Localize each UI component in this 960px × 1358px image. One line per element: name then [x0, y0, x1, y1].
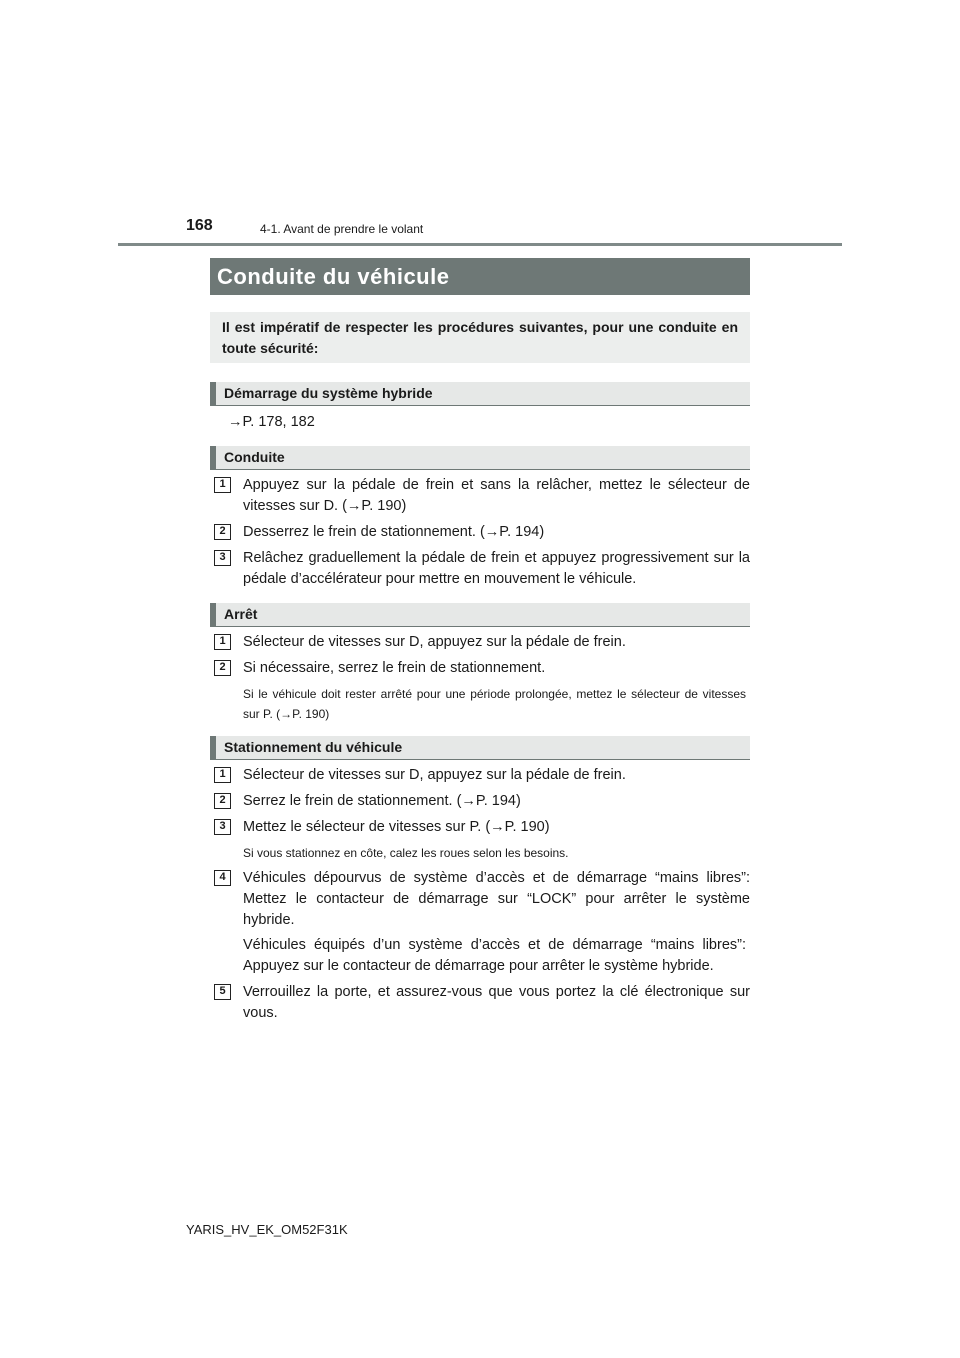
- para-stationnement-4: Véhicules équipés d’un système d’accès et de démarrage “mains libres”: Appuyez sur le contacteur de démarrage pour arrêter le système hybride.: [243, 937, 746, 974]
- step-stationnement-3: [214, 817, 750, 838]
- step-number: 2: [214, 524, 231, 540]
- step-number: 3: [214, 550, 231, 566]
- step-text: Sélecteur de vitesses sur D, appuyez sur la pédale de frein.: [243, 634, 626, 650]
- heading-conduite: Conduite: [210, 446, 750, 470]
- step-text: Appuyez sur la pédale de frein et sans la relâcher, mettez le sélecteur de vitesses sur D. (→P. 190): [243, 477, 750, 514]
- step-stationnement-5: [214, 982, 750, 1024]
- step-conduite-2: [214, 522, 750, 543]
- step-text: Mettez le sélecteur de vitesses sur P. (→P. 190): [243, 819, 550, 835]
- heading-arret: Arrêt: [210, 603, 750, 627]
- step-number: 1: [214, 634, 231, 650]
- step-conduite-1: [214, 475, 750, 517]
- page-number: 168: [186, 217, 213, 234]
- note-arret: Si le véhicule doit rester arrêté pour une période prolongée, mettez le sélecteur de vitesses sur P. (→P. 190): [243, 687, 746, 721]
- step-stationnement-1: [214, 765, 750, 786]
- step-text: Sélecteur de vitesses sur D, appuyez sur la pédale de frein.: [243, 767, 626, 783]
- step-number: 1: [214, 477, 231, 493]
- step-number: 5: [214, 984, 231, 1000]
- step-number: 1: [214, 767, 231, 783]
- step-text: Véhicules dépourvus de système d’accès et de démarrage “mains libres”: Mettez le contacteur de démarrage sur “LOCK” pour arrêter le système hybride.: [243, 870, 750, 928]
- intro-box: Il est impératif de respecter les procédures suivantes, pour une conduite en toute sécurité:: [210, 312, 750, 363]
- step-stationnement-4: [214, 868, 750, 931]
- step-arret-1: [214, 632, 750, 653]
- heading-stationnement: Stationnement du véhicule: [210, 736, 750, 760]
- note-stationnement: Si vous stationnez en côte, calez les roues selon les besoins.: [243, 846, 569, 860]
- ref-demarrage: →P. 178, 182: [228, 414, 315, 430]
- step-text: Verrouillez la porte, et assurez-vous que vous portez la clé électronique sur vous.: [243, 984, 750, 1021]
- step-number: 4: [214, 870, 231, 886]
- step-text: Serrez le frein de stationnement. (→P. 194): [243, 793, 521, 809]
- step-text: Relâchez graduellement la pédale de frein et appuyez progressivement sur la pédale d’accélérateur pour mettre en mouvement le véhicule.: [243, 550, 750, 587]
- step-stationnement-2: [214, 791, 750, 812]
- step-text: Si nécessaire, serrez le frein de stationnement.: [243, 660, 546, 676]
- step-number: 2: [214, 793, 231, 809]
- step-number: 3: [214, 819, 231, 835]
- step-conduite-3: [214, 548, 750, 590]
- heading-demarrage: Démarrage du système hybride: [210, 382, 750, 406]
- header-rule: [118, 243, 842, 246]
- page-title: Conduite du véhicule: [210, 258, 750, 295]
- step-number: 2: [214, 660, 231, 676]
- footer-code: YARIS_HV_EK_OM52F31K: [186, 1222, 348, 1237]
- step-arret-2: [214, 658, 750, 679]
- step-text: Desserrez le frein de stationnement. (→P. 194): [243, 524, 545, 540]
- section-label: 4-1. Avant de prendre le volant: [260, 222, 424, 236]
